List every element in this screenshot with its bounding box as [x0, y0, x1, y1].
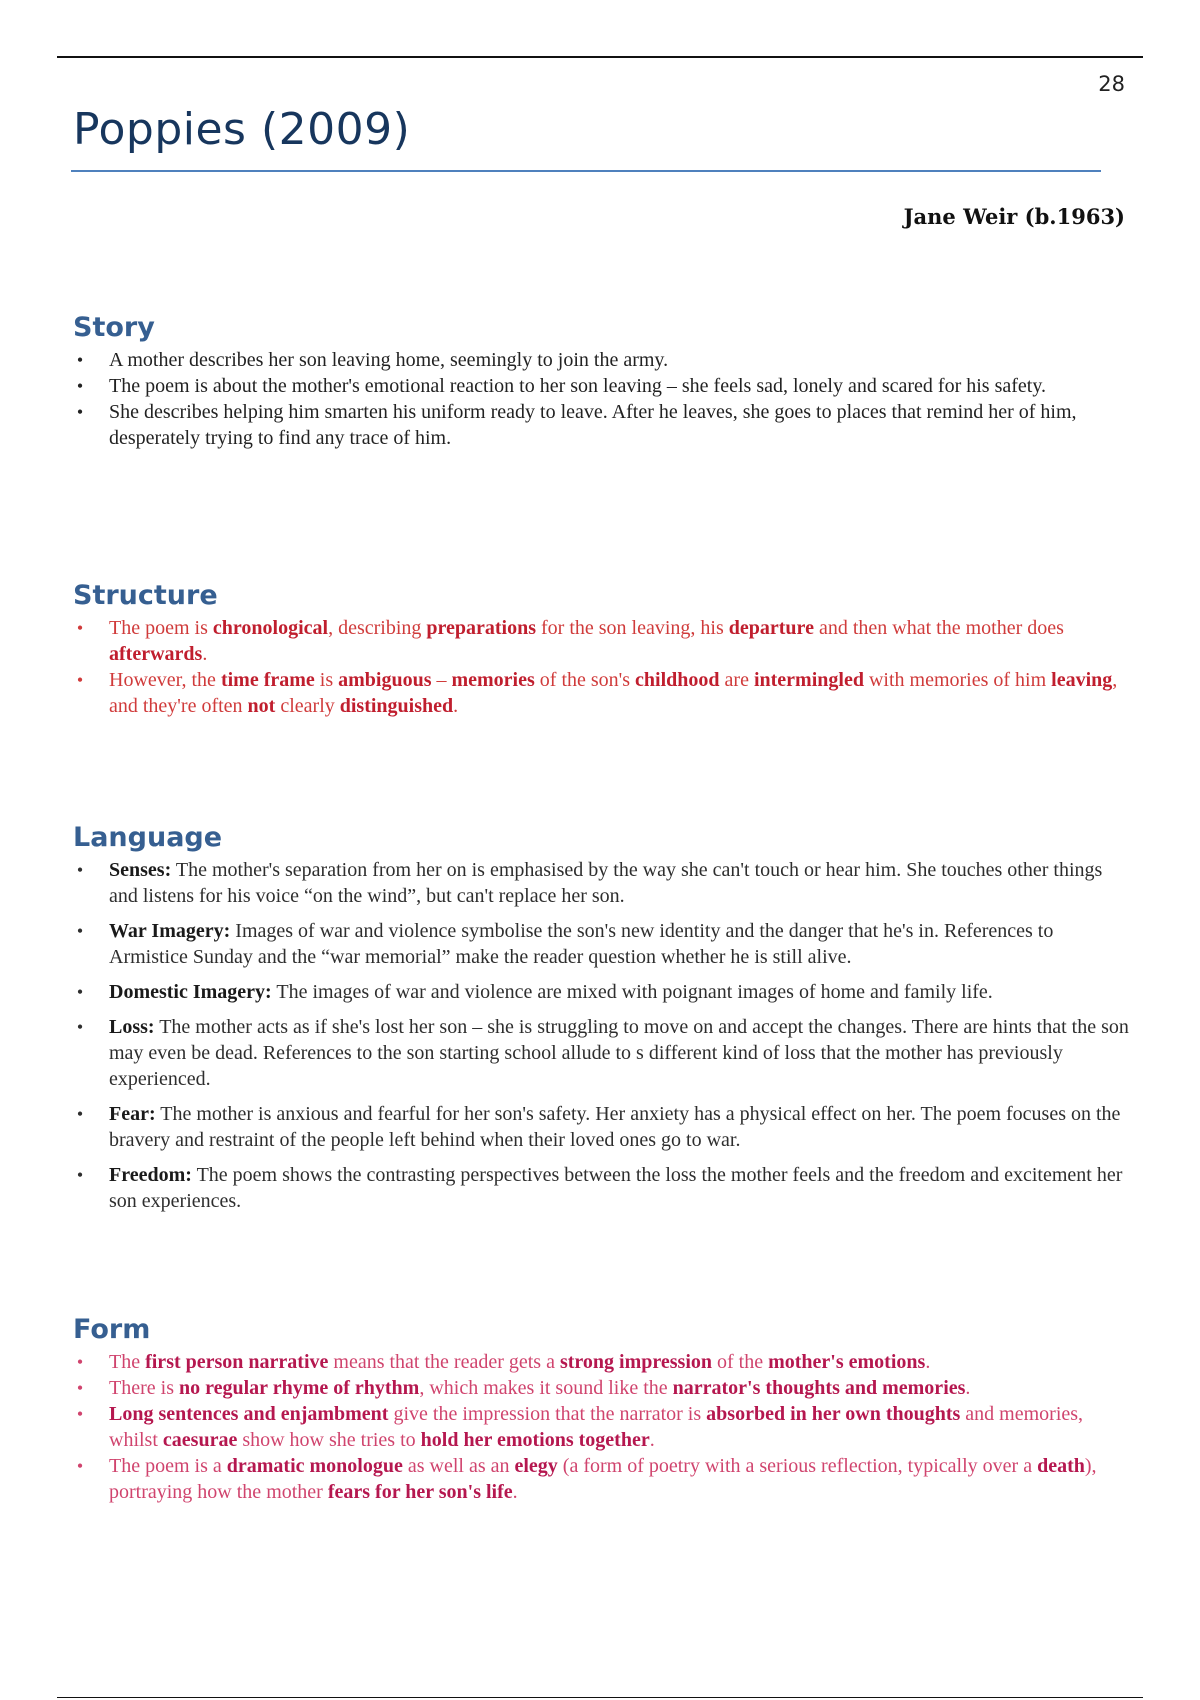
bullet-icon: • — [76, 376, 84, 396]
item-emphasis: caesurae — [162, 1429, 238, 1451]
item-emphasis: death — [1037, 1455, 1085, 1477]
list-item — [73, 1162, 1133, 1214]
language-section — [73, 822, 1133, 1223]
structure-section — [73, 580, 1133, 719]
item-text: The poem is about the mother's emotional reaction to her son leaving – she feels sad, lonely and scared for his safety. — [109, 375, 1047, 397]
top-rule — [57, 56, 1143, 58]
item-text: The mother acts as if she's lost her son – she is struggling to move on and accept the changes. There are hints that the son may even be dead. References to the son starting school allude to s different kind of loss that the mother has previously experienced. — [109, 1016, 1129, 1090]
item-text: show how she tries to — [237, 1429, 421, 1451]
item-text: . — [453, 695, 459, 717]
bullet-icon: • — [76, 860, 84, 880]
item-text: However, the — [109, 669, 221, 691]
item-lead: War Imagery: — [109, 920, 231, 942]
item-lead: Senses: — [109, 859, 172, 881]
list-item — [73, 1349, 1133, 1375]
list-item — [73, 1453, 1133, 1505]
item-text: . — [202, 643, 208, 665]
bullet-icon: • — [76, 921, 84, 941]
item-text: as well as an — [402, 1455, 515, 1477]
item-text: . — [925, 1351, 931, 1373]
item-emphasis: absorbed in her own thoughts — [706, 1403, 961, 1425]
item-emphasis: time frame — [220, 669, 315, 691]
item-lead: Freedom: — [109, 1164, 192, 1186]
item-text: She describes helping him smarten his uniform ready to leave. After he leaves, she goes to places that remind her of him, desperately trying to find any trace of him. — [109, 401, 1077, 449]
item-emphasis: childhood — [635, 669, 720, 691]
item-text: , and they're often — [109, 669, 1118, 717]
bullet-icon: • — [76, 1404, 84, 1424]
list-item — [73, 373, 1133, 399]
page-number: 28 — [1098, 72, 1125, 96]
item-text: A mother describes her son leaving home, seemingly to join the army. — [109, 349, 669, 371]
item-emphasis: memories — [451, 669, 535, 691]
item-text: with memories of him — [863, 669, 1052, 691]
item-text: and then what the mother does — [813, 617, 1064, 639]
bullet-icon: • — [76, 402, 84, 422]
item-lead: Loss: — [109, 1016, 155, 1038]
list-item — [73, 979, 1133, 1005]
language-list — [73, 857, 1133, 1214]
bullet-icon: • — [76, 1456, 84, 1476]
item-text: There is — [109, 1377, 179, 1399]
item-emphasis: not — [247, 695, 276, 717]
item-text: The — [109, 1351, 146, 1373]
item-lead: Fear: — [109, 1103, 156, 1125]
title-underline — [71, 170, 1101, 172]
bullet-icon: • — [76, 1378, 84, 1398]
page-title: Poppies (2009) — [73, 104, 411, 155]
bullet-icon: • — [76, 1352, 84, 1372]
item-text: , describing — [328, 617, 427, 639]
item-emphasis: elegy — [514, 1455, 558, 1477]
item-text: means that the reader gets a — [328, 1351, 560, 1373]
form-section — [73, 1314, 1133, 1505]
item-text: The poem is a — [109, 1455, 227, 1477]
bottom-rule — [57, 1697, 1143, 1698]
item-text: Images of war and violence symbolise the son's new identity and the danger that he's in. References to Armistice Sunday and the “war memorial” make the reader question whether he is still alive. — [109, 920, 1054, 968]
list-item — [73, 399, 1133, 451]
item-text: The poem shows the contrasting perspectives between the loss the mother feels and the freedom and excitement her son experiences. — [109, 1164, 1123, 1212]
story-section — [73, 312, 1133, 451]
story-heading: Story — [73, 312, 155, 343]
list-item — [73, 1014, 1133, 1092]
item-text: The mother is anxious and fearful for her son's safety. Her anxiety has a physical effect on her. The poem focuses on the bravery and restraint of the people left behind when their loved ones go to war. — [109, 1103, 1121, 1151]
item-text: of the son's — [534, 669, 636, 691]
language-heading: Language — [73, 822, 223, 853]
item-text: is — [314, 669, 339, 691]
list-item — [73, 615, 1133, 667]
story-list — [73, 347, 1133, 451]
item-text: of the — [712, 1351, 769, 1373]
item-emphasis: distinguished — [339, 695, 454, 717]
list-item — [73, 347, 1133, 373]
item-emphasis: narrator's thoughts and memories — [672, 1377, 966, 1399]
bullet-icon: • — [76, 1104, 84, 1124]
item-emphasis: Long sentences and enjambment — [109, 1403, 389, 1425]
item-text: . — [649, 1429, 655, 1451]
item-text: The mother's separation from her on is emphasised by the way she can't touch or hear him. She touches other things and listens for his voice “on the wind”, but can't replace her son. — [109, 859, 1103, 907]
item-text: The images of war and violence are mixed with poignant images of home and family life. — [271, 981, 993, 1003]
bullet-icon: • — [76, 1165, 84, 1185]
item-lead: Domestic Imagery: — [109, 981, 272, 1003]
item-emphasis: first person narrative — [145, 1351, 329, 1373]
bullet-icon: • — [76, 1017, 84, 1037]
item-emphasis: leaving — [1051, 669, 1113, 691]
form-list — [73, 1349, 1133, 1505]
list-item — [73, 857, 1133, 909]
form-heading: Form — [73, 1314, 151, 1345]
item-emphasis: preparations — [426, 617, 537, 639]
list-item — [73, 1375, 1133, 1401]
item-text: and memories, whilst — [109, 1403, 1084, 1451]
item-emphasis: afterwards — [109, 643, 203, 665]
item-text: are — [719, 669, 754, 691]
structure-list — [73, 615, 1133, 719]
list-item — [73, 667, 1133, 719]
item-emphasis: fears for her son's life — [327, 1481, 513, 1503]
item-text: ), portraying how the mother — [109, 1455, 1097, 1503]
author-byline: Jane Weir (b.1963) — [903, 204, 1125, 229]
item-text: clearly — [275, 695, 340, 717]
list-item — [73, 918, 1133, 970]
item-text: give the impression that the narrator is — [388, 1403, 707, 1425]
item-emphasis: strong impression — [559, 1351, 713, 1373]
item-text: The poem is — [109, 617, 213, 639]
item-emphasis: mother's emotions — [768, 1351, 926, 1373]
bullet-icon: • — [76, 982, 84, 1002]
item-text: (a form of poetry with a serious reflection, typically over a — [557, 1455, 1038, 1477]
item-text: – — [431, 669, 452, 691]
list-item — [73, 1101, 1133, 1153]
item-emphasis: chronological — [212, 617, 329, 639]
item-text: . — [965, 1377, 971, 1399]
item-emphasis: departure — [728, 617, 814, 639]
bullet-icon: • — [76, 670, 84, 690]
bullet-icon: • — [76, 618, 84, 638]
item-text: for the son leaving, his — [536, 617, 729, 639]
item-emphasis: hold her emotions together — [420, 1429, 650, 1451]
item-text: . — [512, 1481, 518, 1503]
item-text: , which makes it sound like the — [419, 1377, 673, 1399]
bullet-icon: • — [76, 350, 84, 370]
list-item — [73, 1401, 1133, 1453]
item-emphasis: no regular rhyme of rhythm — [178, 1377, 420, 1399]
item-emphasis: ambiguous — [338, 669, 432, 691]
item-emphasis: intermingled — [753, 669, 864, 691]
structure-heading: Structure — [73, 580, 218, 611]
item-emphasis: dramatic monologue — [226, 1455, 403, 1477]
